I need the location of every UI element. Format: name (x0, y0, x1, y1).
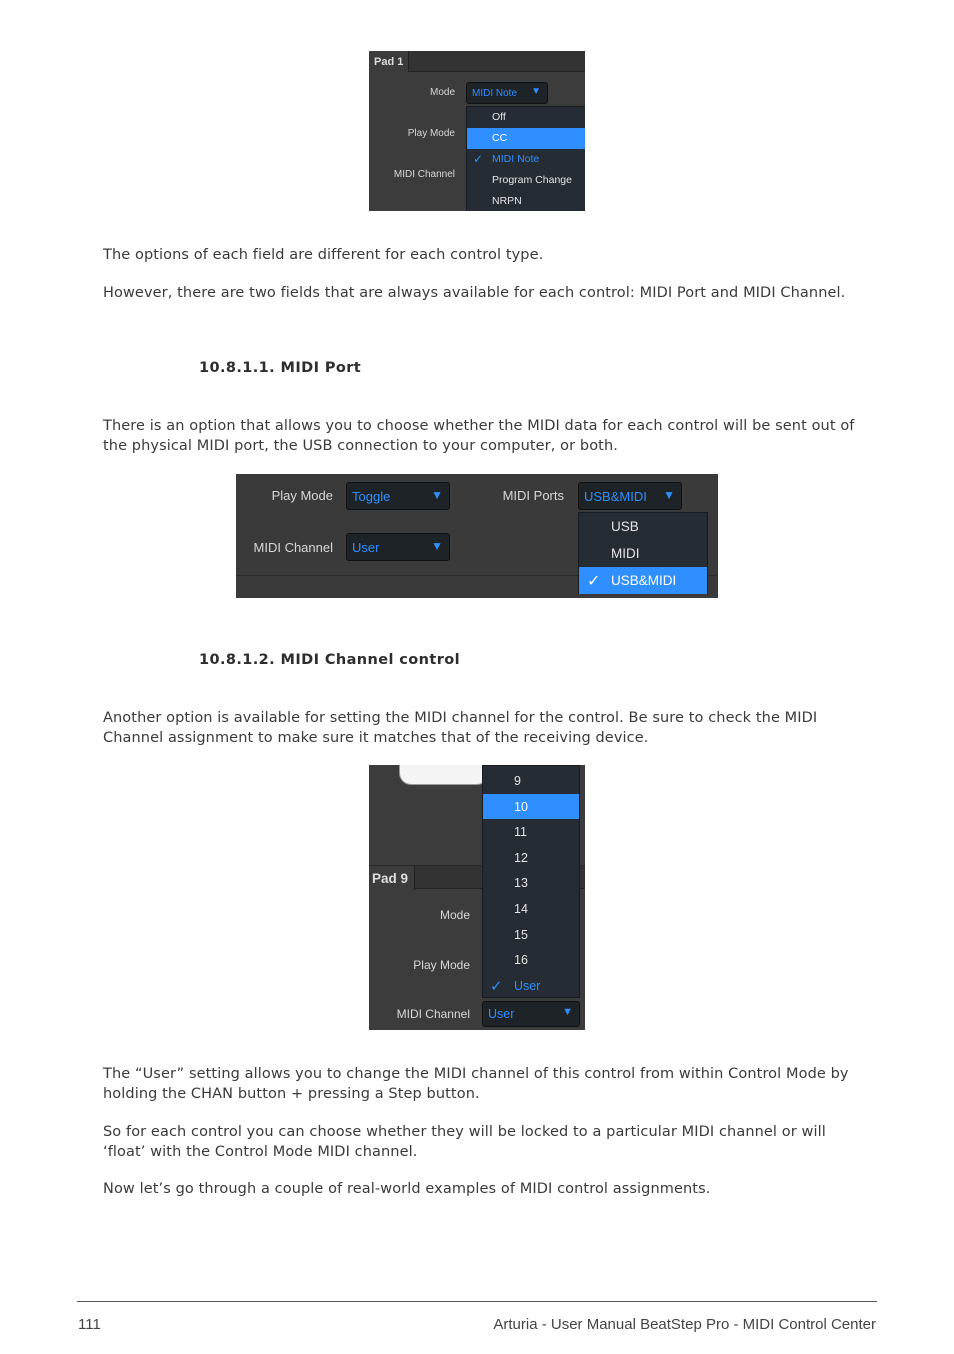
play-mode-select[interactable] (346, 482, 450, 510)
footer-divider (77, 1301, 877, 1302)
menu-item-nrpn[interactable]: NRPN (492, 195, 522, 207)
menu-item-cc[interactable]: CC (467, 128, 585, 149)
menu-item-usb[interactable]: USB (611, 519, 639, 534)
play-mode-label: Play Mode (407, 128, 455, 139)
menu-item-channel-user[interactable]: ✓ User (490, 977, 541, 995)
menu-item-channel-11[interactable]: 11 (514, 825, 527, 840)
midi-channel-screenshot (369, 765, 585, 1030)
midi-channel-select[interactable] (346, 533, 450, 561)
play-mode-label: Play Mode (271, 488, 333, 503)
checkmark-icon: ✓ (473, 152, 484, 166)
menu-item-program-change[interactable]: Program Change (492, 174, 572, 186)
midi-ports-dropdown-menu (578, 512, 708, 594)
menu-item-channel-13[interactable]: 13 (514, 876, 528, 891)
midi-channel-paragraph: Another option is available for setting the MIDI channel for the control. Be sure to check the MIDI Channel assignment to make sure it matches that of the receiving device. (103, 710, 818, 746)
footer-title: Arturia - User Manual BeatStep Pro - MIDI Control Center (493, 1316, 876, 1333)
mode-select[interactable] (466, 82, 548, 104)
intro-paragraph-2: However, there are two fields that are always available for each control: MIDI Port and MIDI Channel. (103, 285, 846, 301)
pad-card (399, 765, 489, 785)
menu-item-channel-16[interactable]: 16 (514, 953, 528, 968)
midi-ports-label: MIDI Ports (502, 488, 564, 503)
midi-channel-label: MIDI Channel (393, 169, 455, 180)
mode-select-value: MIDI Note (472, 88, 518, 99)
midi-ports-select-value: USB&MIDI (584, 489, 647, 504)
play-mode-label: Play Mode (413, 958, 470, 972)
menu-item-usb-midi[interactable]: ✓ USB&MIDI (579, 567, 707, 594)
section-heading-midi-port: 10.8.1.1. MIDI Port (199, 360, 362, 376)
menu-item-midi[interactable]: MIDI (611, 546, 640, 561)
midi-channel-dropdown-menu (482, 765, 580, 998)
play-mode-select-value: Toggle (352, 489, 391, 504)
checkmark-icon: ✓ (490, 977, 503, 995)
mode-label: Mode (439, 908, 470, 922)
chevron-down-icon: ▼ (562, 1006, 573, 1018)
menu-item-channel-12[interactable]: 12 (514, 850, 528, 865)
section-heading-midi-channel: 10.8.1.2. MIDI Channel control (199, 652, 460, 668)
menu-item-channel-10[interactable]: 10 (483, 794, 579, 820)
chevron-down-icon: ▼ (431, 488, 443, 502)
mode-dropdown-menu (466, 106, 585, 211)
chevron-down-icon: ▼ (431, 539, 443, 553)
midi-channel-select-value: User (352, 540, 380, 555)
checkmark-icon: ✓ (587, 573, 601, 590)
midi-ports-select[interactable] (578, 482, 682, 510)
closing-paragraph-3: Now let’s go through a couple of real-world examples of MIDI control assignments. (103, 1181, 711, 1197)
page-number: 111 (78, 1316, 101, 1333)
closing-paragraph-2: So for each control you can choose whether they will be locked to a particular MIDI channel or will ‘float’ with the Control Mode MIDI channel. (103, 1124, 826, 1160)
midi-channel-select-value: User (488, 1007, 515, 1021)
chevron-down-icon: ▼ (663, 488, 675, 502)
tab-pad-1[interactable]: Pad 1 (369, 51, 409, 72)
mode-label: Mode (429, 87, 455, 98)
closing-paragraph-1: The “User” setting allows you to change the MIDI channel of this control from within Control Mode by holding the CHAN button + pressing a Step button. (103, 1066, 849, 1102)
menu-item-channel-14[interactable]: 14 (514, 902, 528, 916)
tab-pad-9[interactable]: Pad 9 (369, 866, 415, 890)
intro-paragraph-1: The options of each field are different for each control type. (103, 247, 544, 263)
menu-item-channel-15[interactable]: 15 (514, 927, 528, 942)
chevron-down-icon: ▼ (531, 86, 541, 97)
midi-channel-label: MIDI Channel (253, 540, 333, 555)
tab-bar (369, 51, 585, 72)
menu-item-channel-9[interactable]: 9 (514, 774, 521, 788)
midi-port-paragraph: There is an option that allows you to choose whether the MIDI data for each control will be sent out of the physical MIDI port, the USB connection to your computer, or both. (103, 418, 855, 454)
midi-ports-screenshot (236, 474, 718, 598)
mode-dropdown-screenshot (369, 51, 585, 211)
menu-item-midi-note[interactable]: ✓ MIDI Note (473, 152, 540, 166)
menu-item-off[interactable]: Off (492, 111, 506, 123)
midi-channel-select[interactable] (482, 1001, 580, 1027)
midi-channel-label: MIDI Channel (396, 1007, 470, 1021)
